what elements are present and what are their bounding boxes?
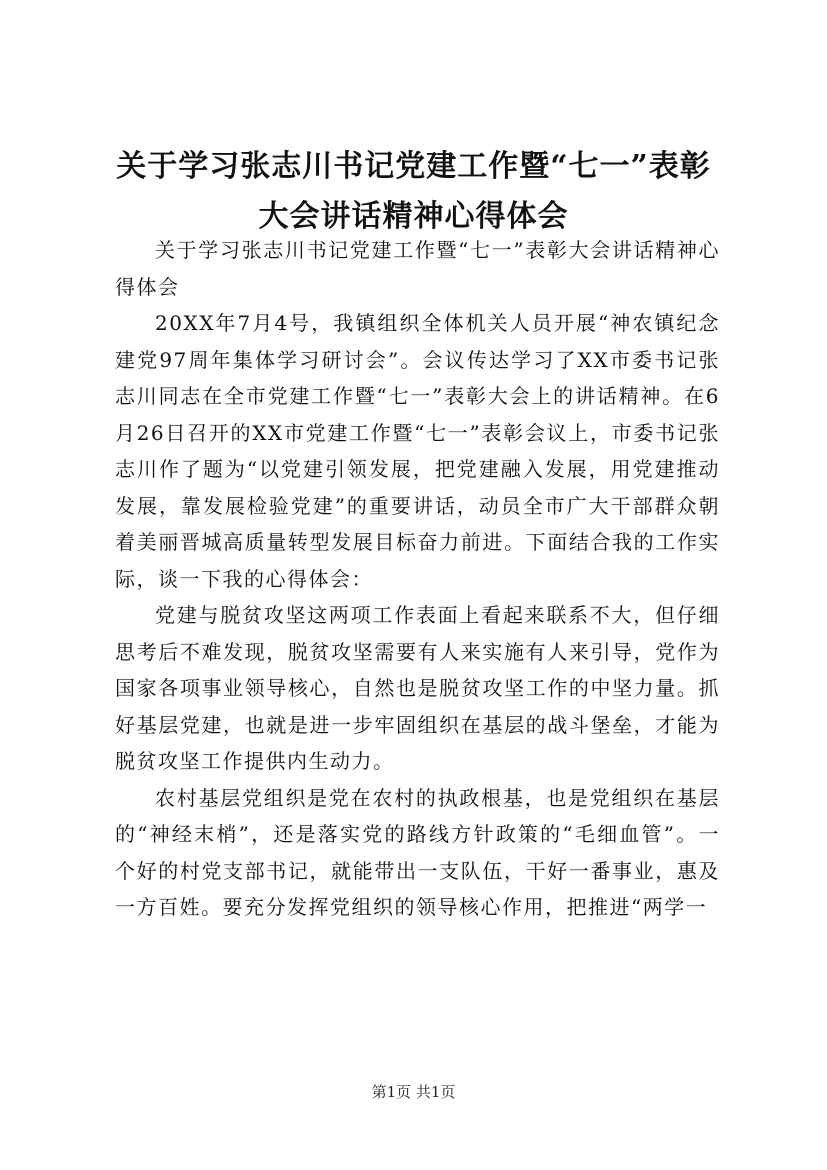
paragraph-intro: 20XX年7月4号，我镇组织全体机关人员开展“神农镇纪念建党97周年集体学习研讨会”。会议传达学习了XX市委书记张志川同志在全市党建工作暨“七一”表彰大会上的讲话精神。在6月26日召开的XX市党建工作暨“七一”表彰会议上，市委书记张志川作了题为“以党建引领发展，把党建融入发展，用党建推动发展，靠发展检验党建”的重要讲话，动员全市广大干部群众朝着美丽晋城高质量转型发展目标奋力前进。下面结合我的工作实际，谈一下我的心得体会：	[115, 311, 720, 591]
document-title	[100, 142, 727, 242]
paragraph-poverty: 党建与脱贫攻坚这两项工作表面上看起来联系不大，但仔细思考后不难发现，脱贫攻坚需要有人来实施有人来引导，党作为国家各项事业领导核心，自然也是脱贫攻坚工作的中坚力量。抓好基层党建，也就是进一步牢固组织在基层的战斗堡垒，才能为脱贫攻坚工作提供内生动力。	[115, 603, 720, 773]
document-body	[115, 232, 720, 926]
title-line-2: 大会讲话精神心得体会	[258, 199, 569, 234]
paragraph-subtitle: 关于学习张志川书记党建工作暨“七一”表彰大会讲话精神心得体会	[115, 238, 720, 299]
title-line-1: 关于学习张志川书记党建工作暨“七一”表彰	[116, 149, 711, 184]
paragraph-rural-party: 农村基层党组织是党在农村的执政根基，也是党组织在基层的“神经末梢”，还是落实党的路线方针政策的“毛细血管”。一个好的村党支部书记，就能带出一支队伍，干好一番事业，惠及一方百姓。要充分发挥党组织的领导核心作用，把推进“两学一	[115, 785, 720, 919]
page-footer: 第1页 共1页	[371, 1083, 456, 1101]
